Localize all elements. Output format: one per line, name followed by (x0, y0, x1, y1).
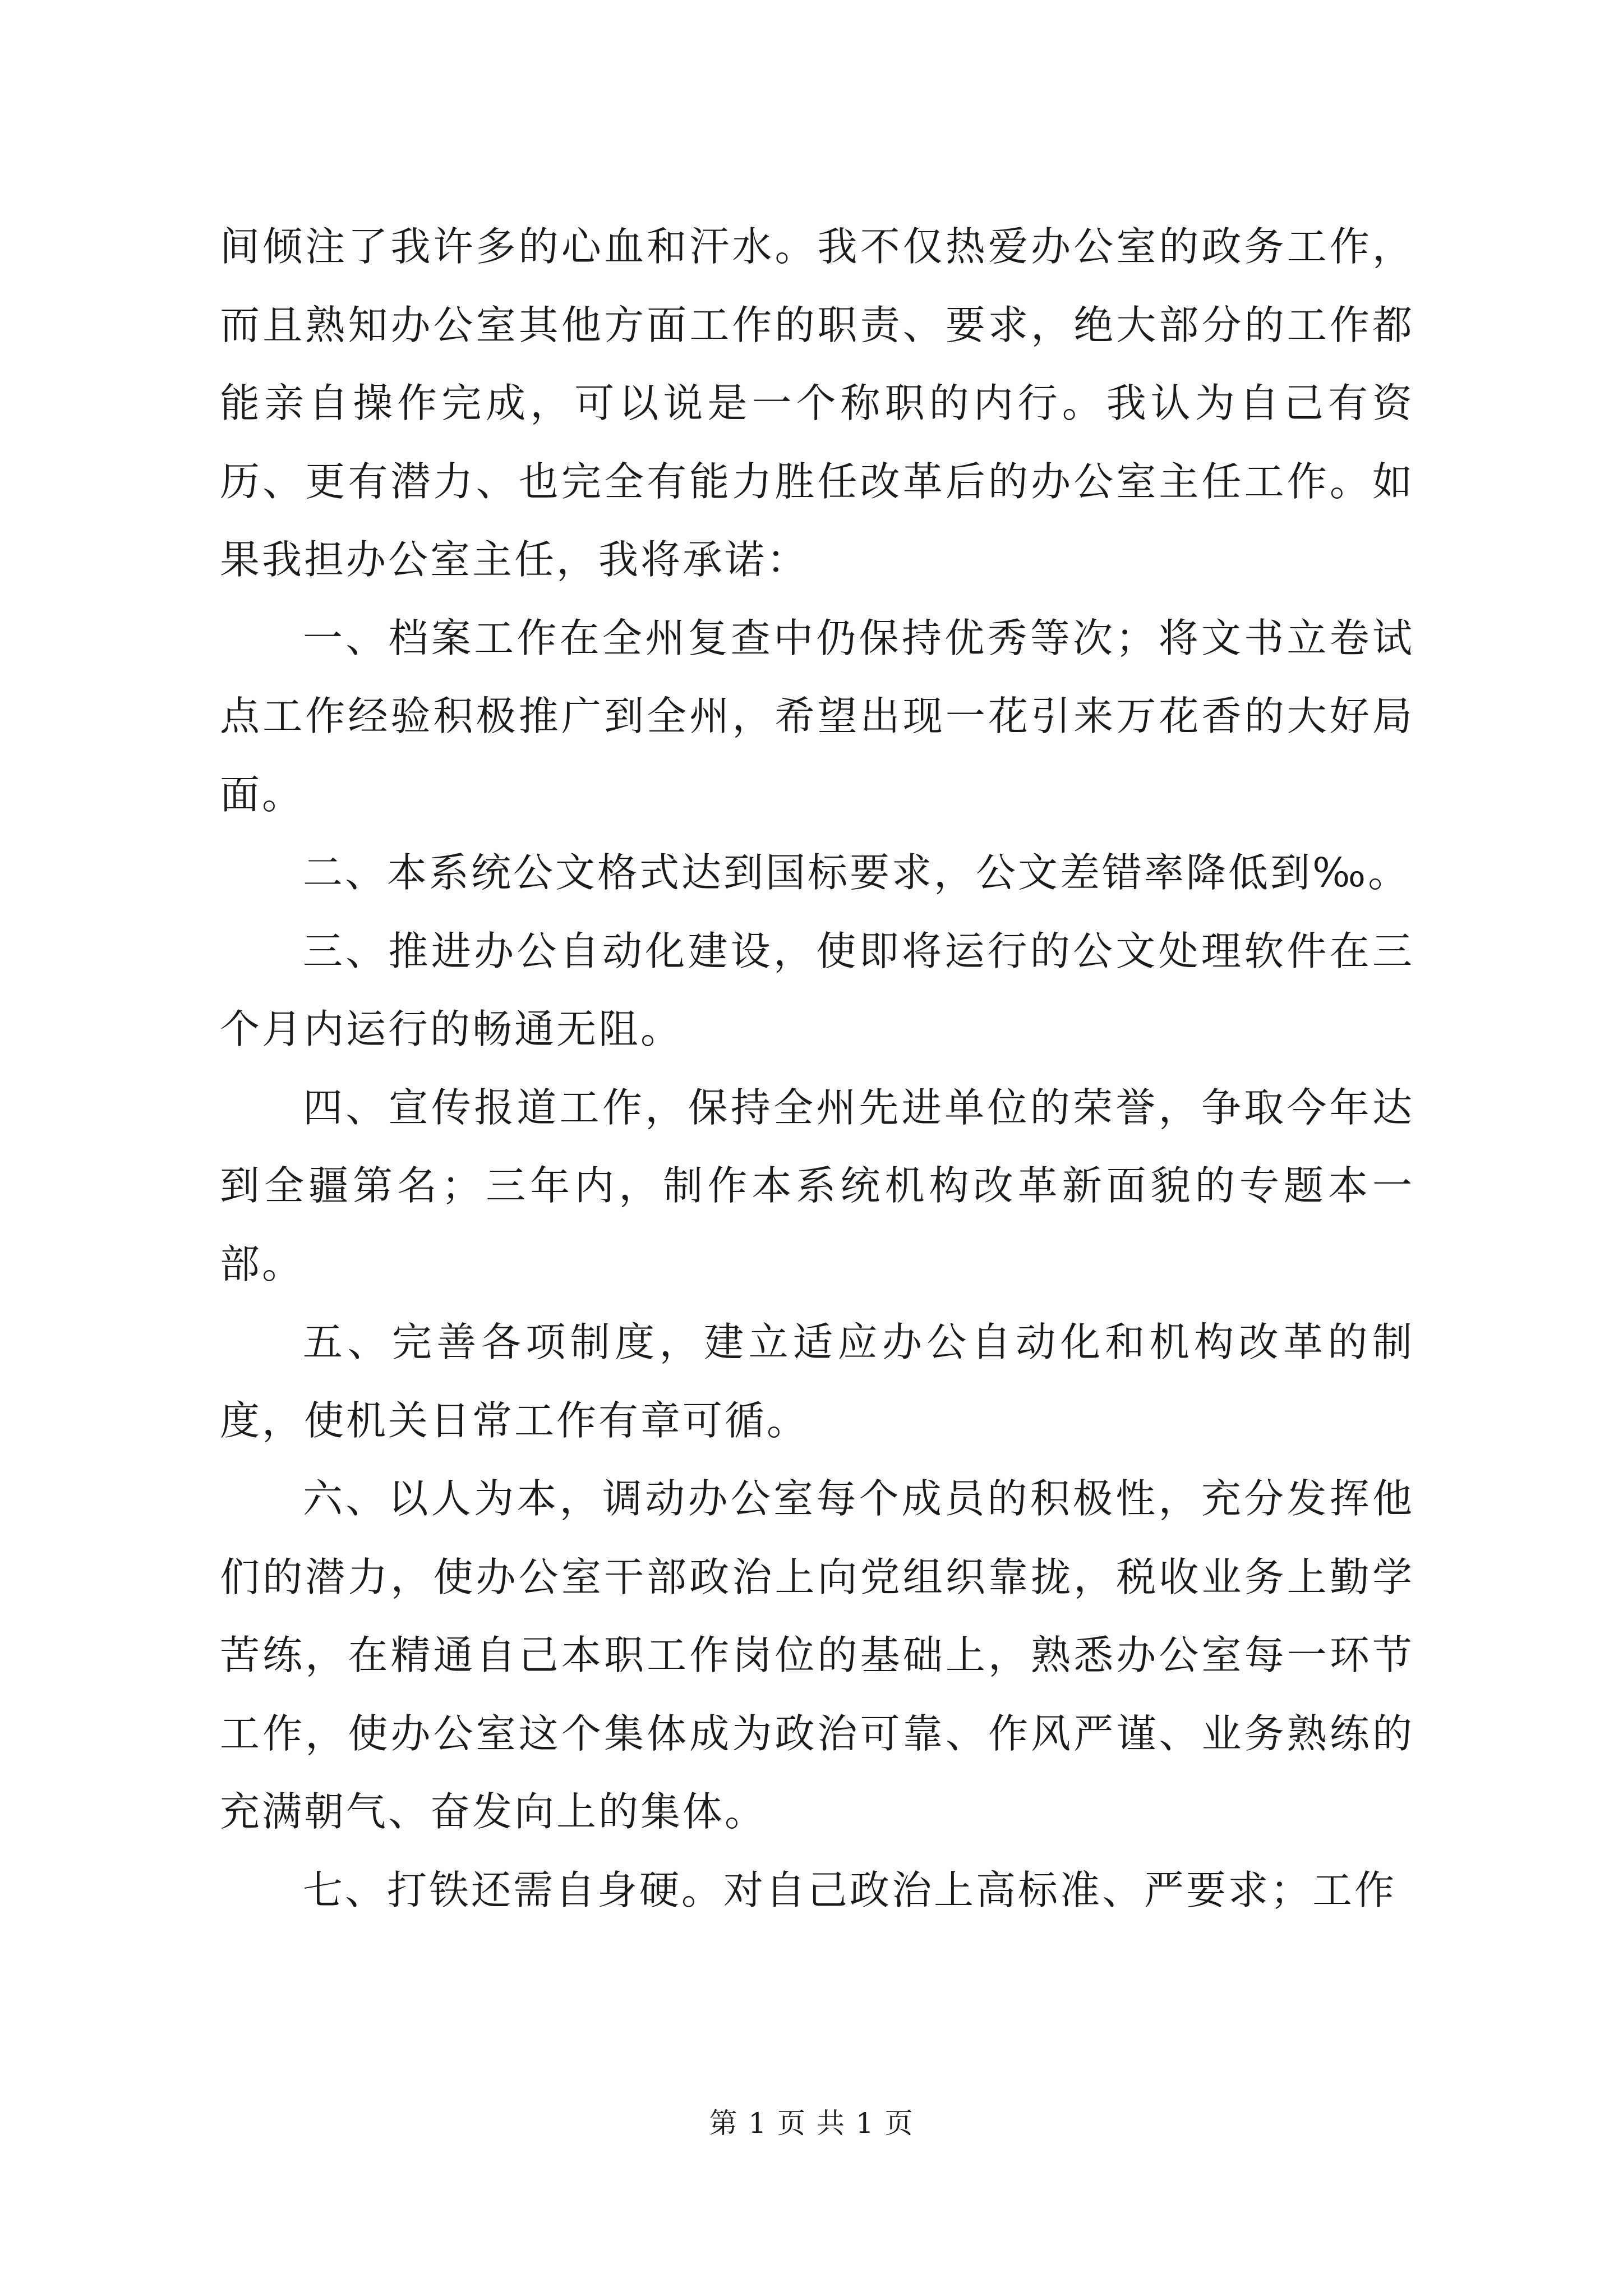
paragraph-item-5: 五、完善各项制度，建立适应办公自动化和机构改革的制度，使机关日常工作有章可循。 (220, 1319, 1414, 1444)
paragraph-item-4: 四、宣传报道工作，保持全州先进单位的荣誉，争取今年达到全疆第名；三年内，制作本系统机构改革新面貌的专题本一部。 (220, 1084, 1414, 1287)
paragraph-item-3: 三、推进办公自动化建设，使即将运行的公文处理软件在三个月内运行的畅通无阻。 (220, 927, 1414, 1052)
paragraph-item-6: 六、以人为本，调动办公室每个成员的积极性，充分发挥他们的潜力，使办公室干部政治上向党组织靠拢，税收业务上勤学苦练，在精通自己本职工作岗位的基础上，熟悉办公室每一环节工作，使办公室这个集体成为政治可靠、作风严谨、业务熟练的充满朝气、奋发向上的集体。 (220, 1475, 1414, 1835)
paragraph-item-7: 七、打铁还需自身硬。对自己政治上高标准、严要求；工作 (303, 1866, 1397, 1913)
document-body (220, 208, 1414, 1929)
paragraph-item-1: 一、档案工作在全州复查中仍保持优秀等次；将文书立卷试点工作经验积极推广到全州，希望出现一花引来万花香的大好局面。 (220, 614, 1414, 818)
paragraph-continuation: 间倾注了我许多的心血和汗水。我不仅热爱办公室的政务工作，而且熟知办公室其他方面工作的职责、要求，绝大部分的工作都能亲自操作完成，可以说是一个称职的内行。我认为自己有资历、更有潜力、也完全有能力胜任改革后的办公室主任工作。如果我担办公室主任，我将承诺： (220, 223, 1414, 583)
page-number-footer: 第 1 页 共 1 页 (709, 2107, 914, 2139)
paragraph-item-2: 二、本系统公文格式达到国标要求，公文差错率降低到‰。 (303, 849, 1410, 896)
